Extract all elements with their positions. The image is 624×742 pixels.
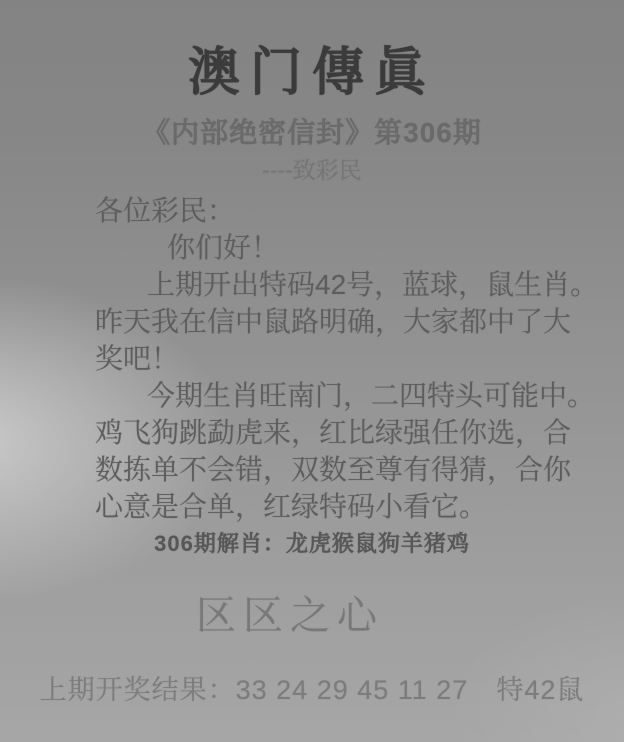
page-title: 澳门傳眞 [187,44,436,102]
letter-body [95,192,624,525]
salutation-line: 各位彩民： [95,195,236,226]
body-line: 心意是合单，红绿特码小看它。 [95,491,488,522]
body-line: 昨天我在信中鼠路明确，大家都中了大 [95,306,572,337]
body-line: 奖吧！ [95,343,180,374]
greeting-line: 你们好！ [167,232,280,263]
body-line: 上期开出特码42号，蓝球，鼠生肖。 [147,269,599,300]
body-line: 今期生肖旺南门，二四特头可能中。 [147,380,596,411]
body-line: 鸡飞狗跳勐虎来，红比绿强任你选，合 [95,417,572,448]
body-line: 数拣单不会错，双数至尊有得猜，合你 [95,454,572,485]
dedication-line: ----致彩民 [262,157,362,183]
zodiac-解肖-line: 306期解肖：龙虎猴鼠狗羊猪鸡 [154,531,470,556]
previous-draw-results: 上期开奖结果：33 24 29 45 11 27 特42鼠 [39,675,585,705]
issue-subtitle: 《内部绝密信封》第306期 [142,117,482,148]
signature-line: 区区之心 [196,594,384,638]
